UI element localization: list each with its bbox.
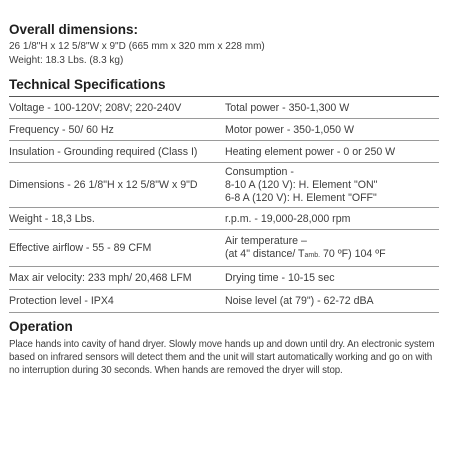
spec-value: 6-8 A (120 V): H. Element "OFF"	[225, 191, 377, 204]
spec-value: r.p.m. - 19,000-28,000 rpm	[225, 212, 351, 225]
spec-value	[225, 248, 386, 262]
table-row	[9, 119, 439, 141]
specs-table	[9, 96, 439, 313]
spec-value: Noise level (at 79") - 62-72 dBA	[225, 295, 374, 307]
spec-cell: Dimensions - 26 1/8"H x 12 5/8"W x 9"D	[9, 179, 198, 191]
spec-value: Heating element power - 0 or 250 W	[225, 145, 396, 158]
overall-dimensions-text	[9, 40, 439, 68]
spec-cell	[225, 267, 439, 289]
dimensions-line: 26 1/8"H x 12 5/8"W x 9"D (665 mm x 320 mm x 228 mm)	[9, 41, 265, 52]
spec-cell: Weight - 18,3 Lbs.	[9, 212, 95, 225]
spec-value-part: 70 ºF) 104 ºF	[320, 247, 386, 260]
table-row	[9, 267, 439, 290]
spec-value-part: (at 4" distance/ T	[225, 247, 305, 260]
spec-value: Motor power - 350-1,050 W	[225, 123, 354, 136]
operation-text: Place hands into cavity of hand dryer. Slowly move hands up and down until dry. An electronic system based on infrared sensors will detect them and the unit will start automatically working and go on with no interruption during 30 seconds. When hands are removed the dryer will stop.	[9, 339, 435, 376]
spec-cell: Voltage - 100-120V; 208V; 220-240V	[9, 101, 182, 114]
table-row	[9, 208, 439, 230]
spec-sheet	[9, 22, 439, 377]
spec-cell: Frequency - 50/ 60 Hz	[9, 123, 114, 136]
spec-value: Drying time - 10-15 sec	[225, 272, 335, 284]
spec-value: Total power - 350-1,300 W	[225, 101, 350, 114]
spec-value: 8-10 A (120 V): H. Element "ON"	[225, 178, 378, 191]
weight-line: Weight: 18.3 Lbs. (8.3 kg)	[9, 55, 124, 66]
table-row	[9, 163, 439, 208]
overall-dimensions-heading: Overall dimensions:	[9, 22, 139, 37]
table-row	[9, 230, 439, 267]
spec-value: Consumption -	[225, 165, 294, 178]
spec-cell	[225, 163, 439, 207]
subscript-amb: amb.	[304, 251, 321, 259]
spec-cell: Max air velocity: 233 mph/ 20,468 LFM	[9, 272, 192, 284]
spec-value: Air temperature –	[225, 234, 307, 247]
spec-cell: Protection level - IPX4	[9, 295, 114, 307]
spec-cell	[225, 141, 439, 162]
spec-cell	[225, 97, 439, 118]
table-row	[9, 290, 439, 313]
spec-cell: Insulation - Grounding required (Class I)	[9, 145, 198, 158]
spec-cell	[225, 290, 439, 312]
technical-specifications-heading: Technical Specifications	[9, 77, 166, 92]
spec-cell: Effective airflow - 55 - 89 CFM	[9, 242, 152, 254]
table-row	[9, 141, 439, 163]
operation-heading: Operation	[9, 319, 73, 334]
table-row	[9, 97, 439, 119]
spec-cell	[225, 230, 439, 266]
spec-cell	[225, 119, 439, 140]
spec-cell	[225, 208, 439, 229]
